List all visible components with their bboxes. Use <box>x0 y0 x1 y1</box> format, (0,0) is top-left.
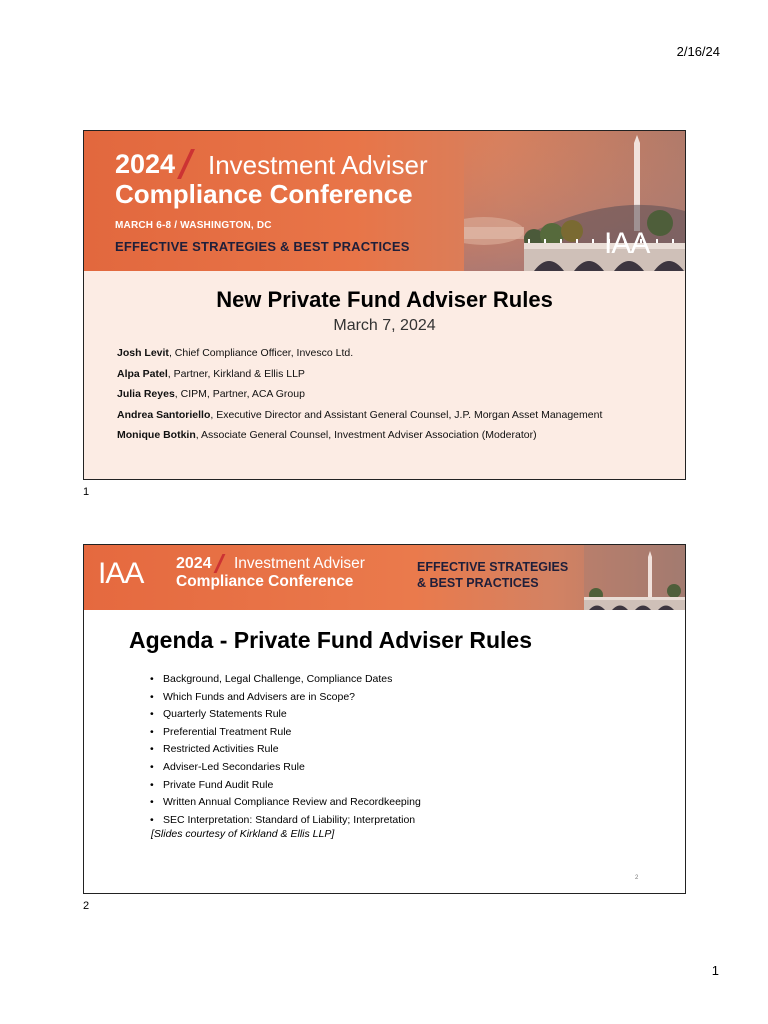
slide-number-1: 1 <box>83 486 90 498</box>
banner-year: 2024 <box>115 149 176 179</box>
iaa-logo: IAA <box>604 227 650 260</box>
slide-number-2: 2 <box>83 900 90 912</box>
agenda-item: • Written Annual Compliance Review and Recordkeeping <box>150 794 421 812</box>
banner-title-line2: Compliance Conference <box>176 573 354 590</box>
banner-tagline-line1: EFFECTIVE STRATEGIES <box>417 560 569 574</box>
speaker-item: Andrea Santoriello, Executive Director and Assistant General Counsel, J.P. Morgan Asset Management <box>117 408 603 421</box>
speaker-item: Monique Botkin, Associate General Counsel, Investment Adviser Association (Moderator) <box>117 429 537 441</box>
slides-courtesy-note: [Slides courtesy of Kirkland & Ellis LLP] <box>151 828 335 840</box>
speaker-list <box>117 343 602 446</box>
banner-tagline: EFFECTIVE STRATEGIES & BEST PRACTICES <box>115 239 410 254</box>
agenda-list <box>150 671 421 829</box>
session-date: March 7, 2024 <box>333 317 436 334</box>
banner-title-line1: Investment Adviser <box>208 150 428 180</box>
speaker-item: Josh Levit, Chief Compliance Officer, Invesco Ltd. <box>117 347 354 359</box>
slide-title: New Private Fund Adviser Rules <box>216 287 553 312</box>
agenda-item: • Private Fund Audit Rule <box>150 777 421 795</box>
agenda-item: • SEC Interpretation: Standard of Liability; Interpretation <box>150 812 421 830</box>
agenda-item: • Background, Legal Challenge, Compliance Dates <box>150 671 421 689</box>
washington-scene-image <box>464 131 685 271</box>
iaa-logo: IAA <box>98 557 144 590</box>
conference-banner <box>84 545 685 610</box>
slide-inner-number: 2 <box>635 875 639 881</box>
banner-title-line2: Compliance Conference <box>115 179 413 209</box>
agenda-item: • Preferential Treatment Rule <box>150 724 421 742</box>
banner-date-location: MARCH 6-8 / WASHINGTON, DC <box>115 220 272 231</box>
agenda-item: • Adviser-Led Secondaries Rule <box>150 759 421 777</box>
conference-banner <box>84 131 685 271</box>
page-date: 2/16/24 <box>676 44 720 59</box>
speaker-item: Julia Reyes, CIPM, Partner, ACA Group <box>117 388 305 400</box>
banner-slash <box>214 554 226 573</box>
agenda-item: • Which Funds and Advisers are in Scope? <box>150 689 421 707</box>
slide-1 <box>83 130 686 480</box>
agenda-item: • Quarterly Statements Rule <box>150 706 421 724</box>
banner-tagline-line2: & BEST PRACTICES <box>417 576 539 590</box>
washington-scene-image <box>584 545 685 610</box>
banner-year: 2024 <box>176 555 212 572</box>
slide-2 <box>83 544 686 894</box>
slide-1-body <box>84 271 685 479</box>
banner-title-line1: Investment Adviser <box>234 555 365 572</box>
slide-title: Agenda - Private Fund Adviser Rules <box>129 627 533 653</box>
banner-slash <box>177 149 195 179</box>
speaker-item: Alpa Patel, Partner, Kirkland & Ellis LLP <box>117 367 305 380</box>
agenda-item: • Restricted Activities Rule <box>150 741 421 759</box>
page-number: 1 <box>711 963 719 978</box>
